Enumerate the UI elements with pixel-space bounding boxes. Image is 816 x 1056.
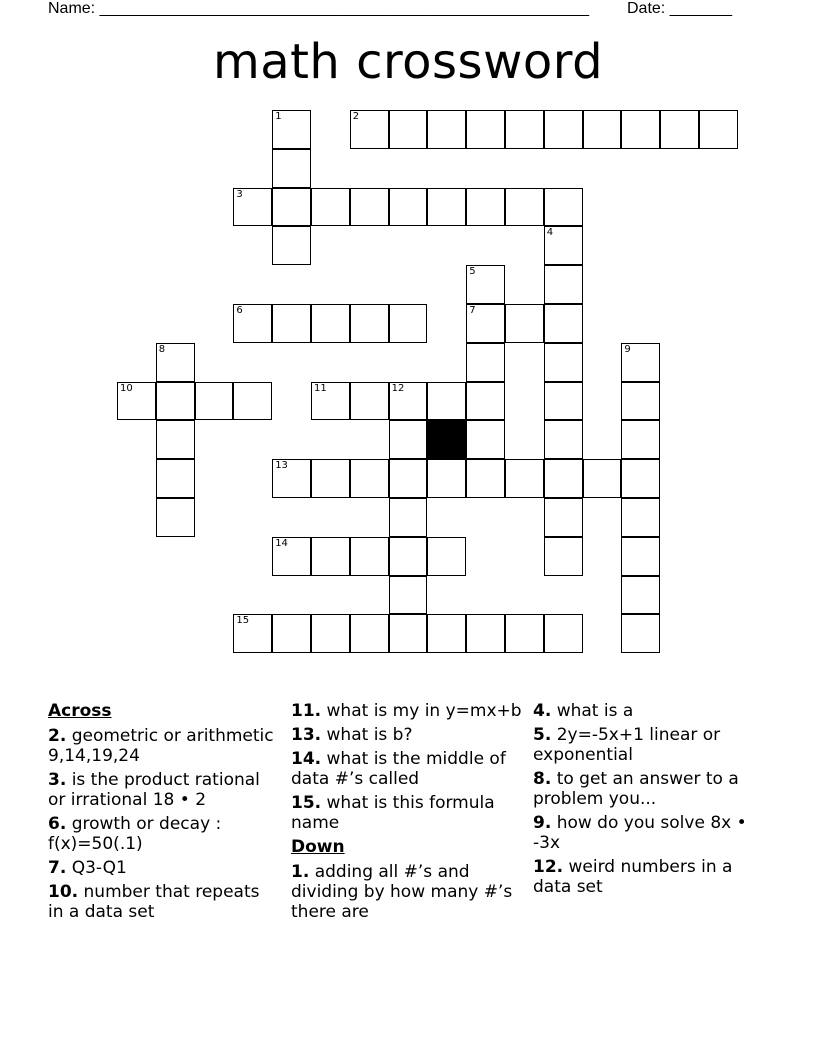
clue-number-14: 14: [275, 537, 288, 549]
clue-column-3: [533, 701, 765, 901]
clue-text: geometric or arithmetic 9,14,19,24: [48, 726, 274, 766]
grid-cell[interactable]: [466, 188, 505, 227]
clue-number: 15.: [291, 793, 322, 813]
grid-cell[interactable]: [272, 226, 311, 265]
clue-number-15: 15: [236, 615, 250, 627]
clue-number: 9.: [533, 813, 552, 833]
grid-cell[interactable]: [466, 110, 505, 149]
clue-text: what is a: [551, 701, 634, 721]
down-clue: [291, 862, 523, 922]
grid-cell[interactable]: [699, 110, 738, 149]
clue-text: how do you solve 8x • -3x: [533, 813, 747, 853]
date-field: Date: _______: [627, 0, 732, 17]
clue-text: what is b?: [321, 725, 413, 745]
grid-cell[interactable]: [427, 459, 466, 498]
across-clue-list: [48, 726, 280, 922]
grid-cell[interactable]: [350, 459, 389, 498]
clue-number-3: 3: [236, 188, 243, 200]
clue-text: Q3-Q1: [66, 858, 127, 878]
grid-cell[interactable]: [466, 343, 505, 382]
grid-cell[interactable]: [505, 110, 544, 149]
clue-text: is the product rational or irrational 18 • 2: [48, 770, 260, 810]
grid-cell[interactable]: [311, 459, 350, 498]
grid-cell[interactable]: [272, 304, 311, 343]
grid-cell[interactable]: [156, 420, 195, 459]
grid-cell[interactable]: [427, 110, 466, 149]
grid-cell[interactable]: [583, 459, 622, 498]
clue-number: 5.: [533, 725, 552, 745]
down-clue: [533, 813, 765, 853]
clue-text: adding all #’s and dividing by how many #’s there are: [291, 862, 513, 922]
grid-cell[interactable]: [389, 614, 428, 653]
clue-number-8: 8: [158, 343, 166, 355]
grid-cell[interactable]: [466, 382, 505, 421]
across-clue: [291, 725, 523, 745]
grid-cell[interactable]: [272, 614, 311, 653]
grid-cell[interactable]: [311, 537, 350, 576]
grid-cell[interactable]: [621, 110, 660, 149]
grid-cell[interactable]: [544, 188, 583, 227]
clue-number: 2.: [48, 726, 67, 746]
grid-cell[interactable]: [621, 576, 660, 615]
grid-cell[interactable]: [505, 188, 544, 227]
clue-number-5: 5: [469, 266, 476, 278]
across-clue-list-continued: [291, 701, 523, 833]
clue-text: number that repeats in a data set: [48, 882, 260, 922]
clue-number-6: 6: [236, 305, 243, 316]
clue-number-7: 7: [469, 305, 476, 316]
down-clue-list-continued: [533, 701, 765, 897]
grid-cell[interactable]: [311, 614, 350, 653]
grid-cell[interactable]: [350, 304, 389, 343]
clue-number: 7.: [48, 858, 67, 878]
down-heading: Down: [291, 837, 345, 857]
grid-cell[interactable]: [156, 382, 195, 421]
grid-cell[interactable]: [427, 188, 466, 227]
grid-cell[interactable]: [544, 614, 583, 653]
across-clue: [291, 701, 523, 721]
across-clue: [48, 726, 280, 766]
grid-cell[interactable]: [544, 343, 583, 382]
grid-cell[interactable]: [505, 614, 544, 653]
grid-cell[interactable]: [621, 498, 660, 537]
grid-cell[interactable]: [389, 498, 428, 537]
grid-cell[interactable]: [389, 420, 428, 459]
clue-column-1: [48, 701, 280, 926]
clue-number: 6.: [48, 814, 67, 834]
clue-number-2: 2: [352, 111, 360, 122]
clue-number: 3.: [48, 770, 67, 790]
grid-cell[interactable]: [350, 537, 389, 576]
name-field: Name: _______________________________________________________: [48, 0, 589, 17]
page-title: math crossword: [212, 34, 604, 90]
grid-cell[interactable]: [389, 459, 428, 498]
clue-number: 11.: [291, 701, 322, 721]
clue-number-9: 9: [624, 343, 631, 355]
grid-cell[interactable]: [156, 459, 195, 498]
grid-cell[interactable]: [621, 382, 660, 421]
grid-cell[interactable]: [427, 614, 466, 653]
grid-cell[interactable]: [544, 382, 583, 421]
grid-cell[interactable]: [505, 304, 544, 343]
grid-cell[interactable]: [427, 382, 466, 421]
grid-cell[interactable]: [427, 537, 466, 576]
grid-cell[interactable]: [544, 304, 583, 343]
grid-cell[interactable]: [389, 537, 428, 576]
grid-cell[interactable]: [389, 576, 428, 615]
grid-cell[interactable]: [505, 459, 544, 498]
clue-text: growth or decay : f(x)=50(.1): [48, 814, 222, 854]
down-clue-list: [291, 862, 523, 922]
clue-number: 4.: [533, 701, 552, 721]
grid-cell[interactable]: [311, 304, 350, 343]
clue-text: to get an answer to a problem you...: [533, 769, 739, 809]
clue-number-12: 12: [391, 382, 405, 394]
black-cell: [427, 420, 466, 459]
clue-number: 13.: [291, 725, 322, 745]
clue-number: 14.: [291, 749, 322, 769]
grid-cell[interactable]: [389, 110, 428, 149]
clue-text: 2y=-5x+1 linear or exponential: [533, 725, 721, 765]
clue-number: 1.: [291, 862, 310, 882]
grid-cell[interactable]: [621, 420, 660, 459]
grid-cell[interactable]: [621, 459, 660, 498]
across-clue: [291, 793, 523, 833]
grid-cell[interactable]: [272, 149, 311, 188]
clue-number: 10.: [48, 882, 79, 902]
grid-cell[interactable]: [544, 459, 583, 498]
grid-cell[interactable]: [544, 265, 583, 304]
grid-cell[interactable]: [544, 498, 583, 537]
down-clue: [533, 769, 765, 809]
down-clue: [533, 701, 765, 721]
across-clue: [48, 814, 280, 854]
clue-number: 12.: [533, 857, 564, 877]
grid-cell[interactable]: [466, 614, 505, 653]
across-clue: [48, 882, 280, 922]
grid-cell[interactable]: [544, 537, 583, 576]
grid-cell[interactable]: [660, 110, 699, 149]
across-clue: [48, 770, 280, 810]
grid-cell[interactable]: [389, 304, 428, 343]
grid-cell[interactable]: [272, 188, 311, 227]
grid-cell[interactable]: [466, 459, 505, 498]
clue-text: what is the middle of data #’s called: [291, 749, 506, 789]
down-clue: [533, 857, 765, 897]
grid-cell[interactable]: [195, 382, 234, 421]
clue-number-10: 10: [120, 382, 133, 394]
clue-number-1: 1: [275, 111, 282, 122]
across-heading: Across: [48, 701, 112, 721]
grid-cell[interactable]: [621, 614, 660, 653]
grid-cell[interactable]: [350, 382, 389, 421]
grid-cell[interactable]: [621, 537, 660, 576]
grid-cell[interactable]: [389, 188, 428, 227]
grid-cell[interactable]: [156, 498, 195, 537]
grid-cell[interactable]: [311, 188, 350, 227]
grid-cell[interactable]: [544, 420, 583, 459]
across-clue: [48, 858, 280, 878]
grid-cell[interactable]: [583, 110, 622, 149]
across-clue: [291, 749, 523, 789]
clue-column-2: [291, 701, 523, 926]
grid-cell[interactable]: [350, 614, 389, 653]
grid-cell[interactable]: [466, 420, 505, 459]
clue-text: weird numbers in a data set: [533, 857, 733, 897]
grid-cell[interactable]: [350, 188, 389, 227]
grid-cell[interactable]: [544, 110, 583, 149]
clue-text: what is my in y=mx+b: [321, 701, 522, 721]
grid-cell[interactable]: [233, 382, 272, 421]
clue-number-13: 13: [275, 460, 288, 472]
clue-number-11: 11: [314, 382, 327, 394]
clue-text: what is this formula name: [291, 793, 495, 833]
clue-number-4: 4: [546, 227, 554, 239]
down-clue: [533, 725, 765, 765]
clue-number: 8.: [533, 769, 552, 789]
